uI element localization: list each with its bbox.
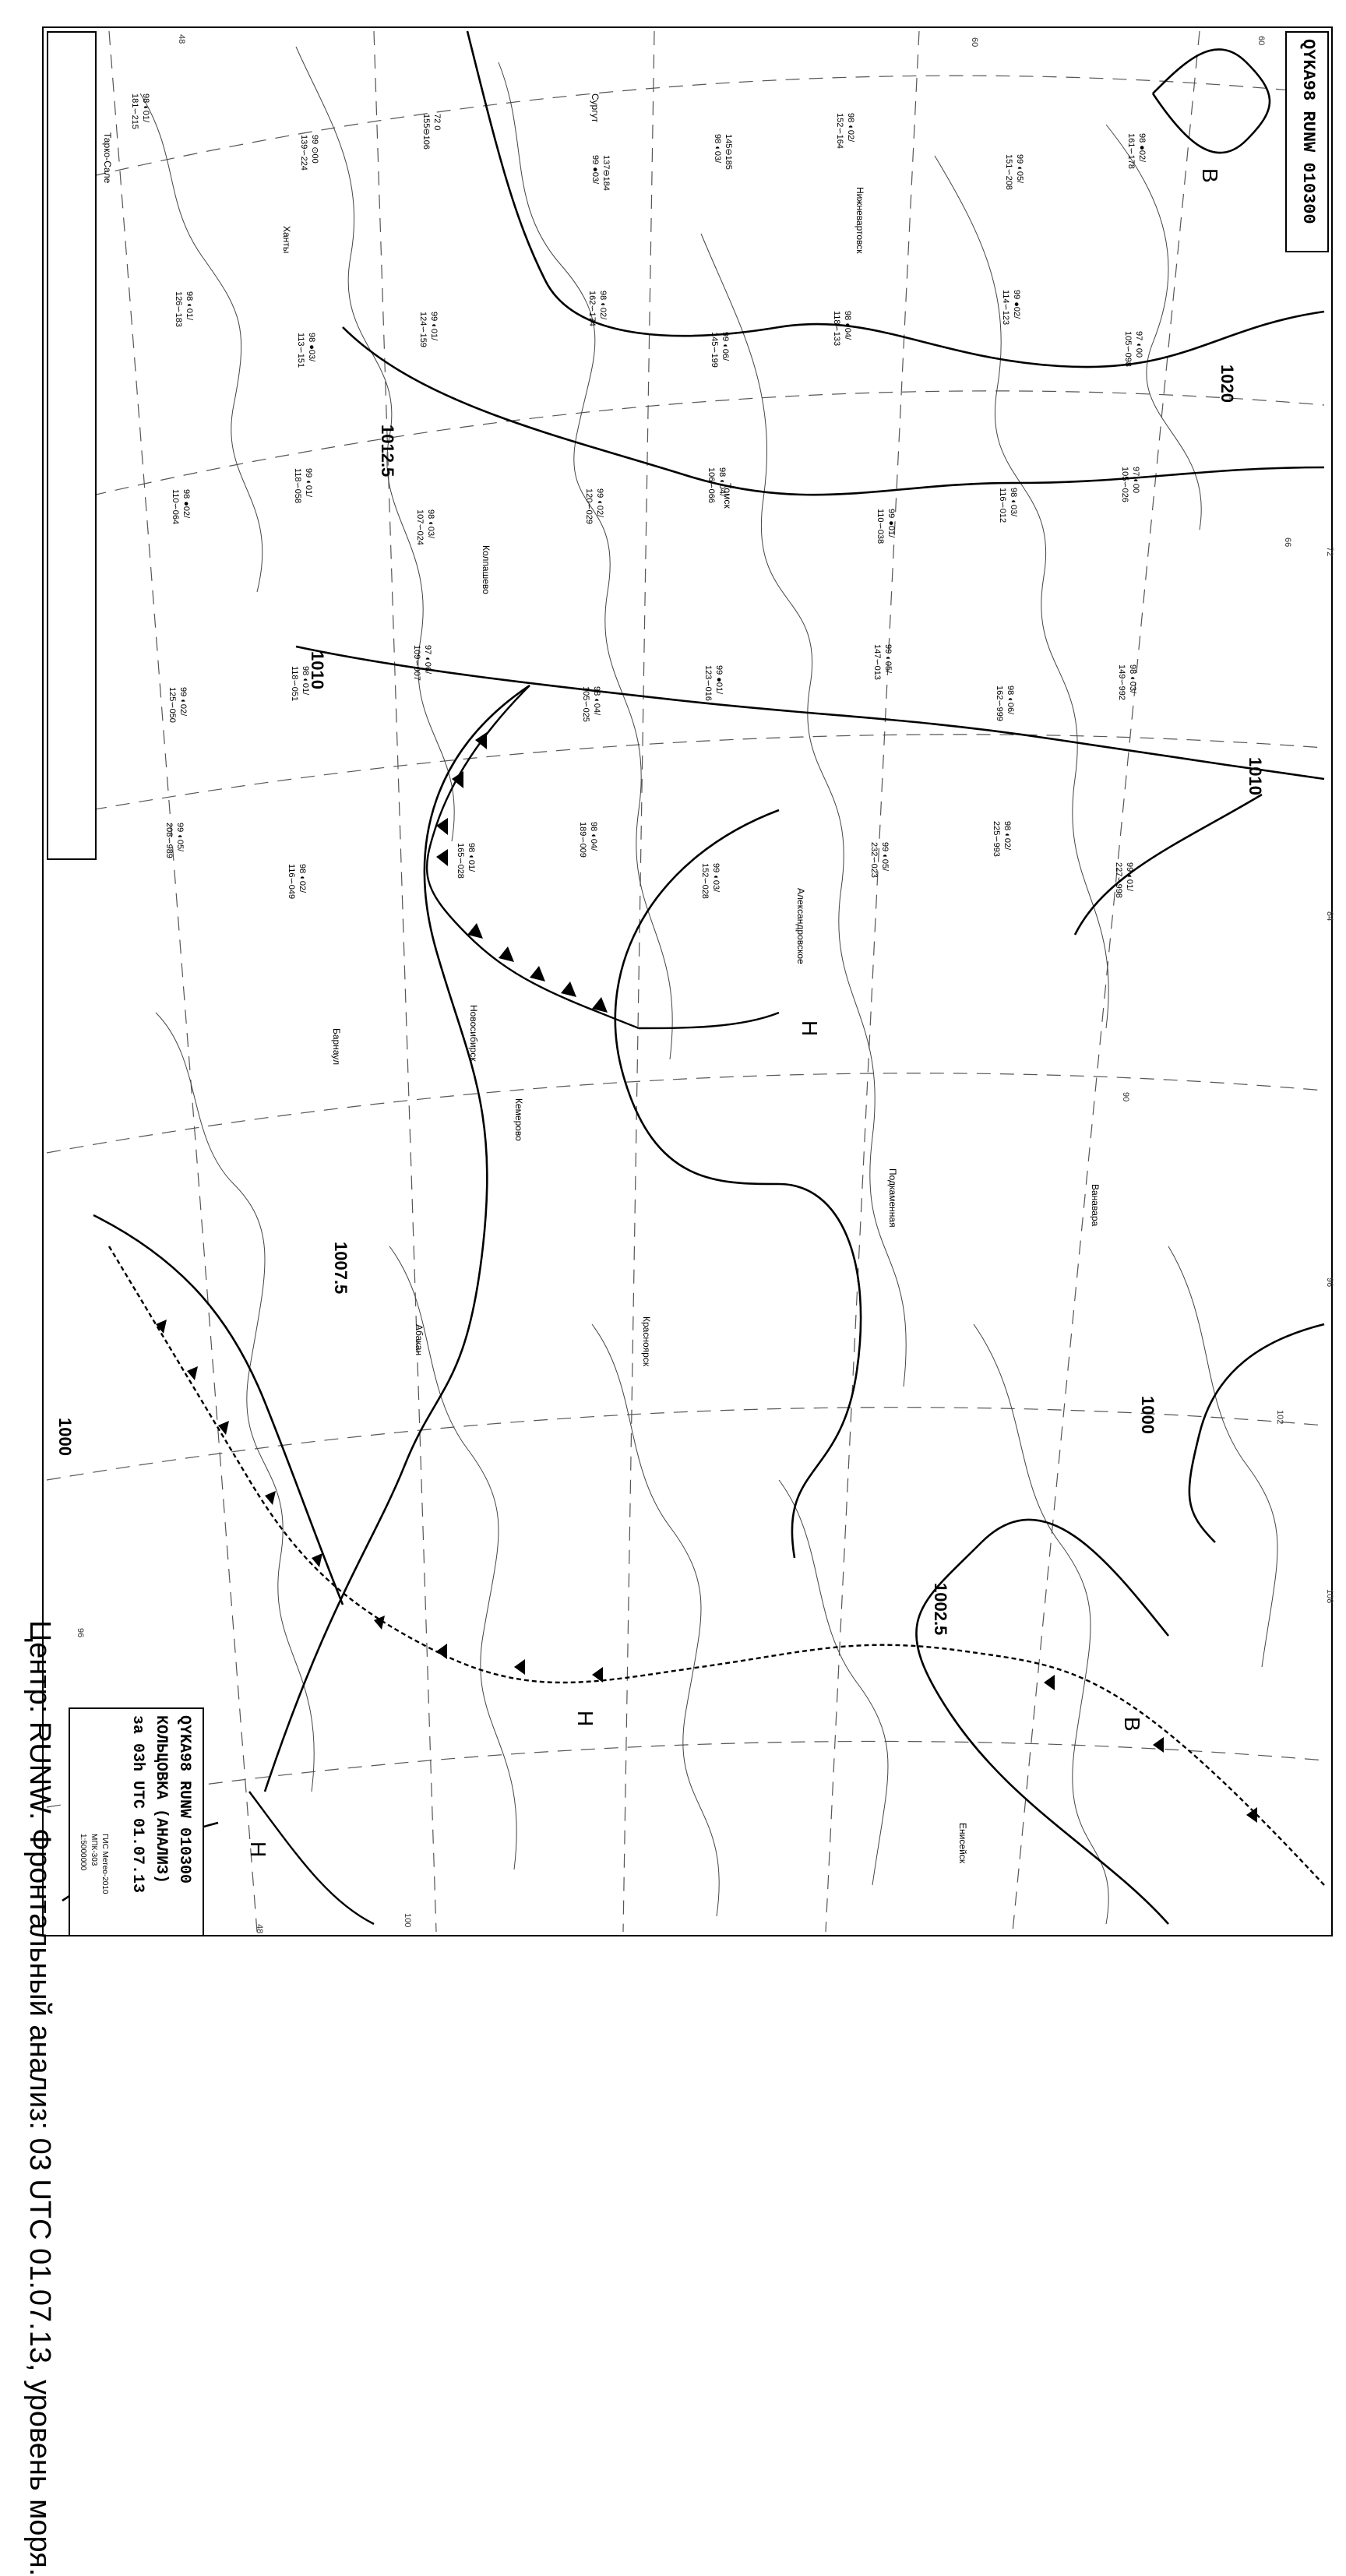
station-obs-text: 99 ◐01/ bbox=[304, 468, 313, 498]
map-title: Центр: RUNW. Фронтальный анализ: 03 UTC 01.07.13, уровень моря. bbox=[23, 1620, 56, 2576]
legend-station: КОЛЬЦОВКА (АНАЛИЗ) bbox=[152, 1715, 170, 1884]
isobar-label: 1000 bbox=[1138, 1396, 1157, 1434]
graticule-label: 60 bbox=[1256, 36, 1266, 46]
station-name: Красноярск bbox=[641, 1316, 652, 1367]
station-name: Абакан bbox=[414, 1324, 425, 1356]
station-name: Нижневартовск bbox=[854, 187, 865, 254]
station-obs-text: 97 ◐06/ bbox=[423, 645, 432, 675]
isobar-label: 1010 bbox=[308, 651, 327, 689]
station-obs-text: 98 ◐03/ bbox=[1128, 664, 1137, 694]
station-name: Колпашево bbox=[481, 545, 492, 594]
station-obs-text: 124∽159 bbox=[418, 312, 428, 347]
station-obs-text: 120∽029 bbox=[584, 488, 594, 524]
station-obs-text: 99 ◐05/ bbox=[880, 842, 890, 872]
station-obs-text: 98 ◐06/ bbox=[1006, 685, 1015, 715]
legend-software: ГИС Метео-2010 bbox=[100, 1834, 109, 1894]
station-obs-text: 98 ◐03/ bbox=[713, 134, 722, 164]
station-obs-text: 152∽028 bbox=[700, 863, 710, 899]
station-obs-text: 151∽208 bbox=[1004, 154, 1013, 190]
graticule-label: 108 bbox=[1325, 1589, 1334, 1604]
station-obs-text: 118∽051 bbox=[290, 666, 299, 702]
graticule-label: 60 bbox=[970, 37, 979, 48]
station-name: Подкаменная bbox=[887, 1168, 898, 1228]
station-name: Кемерово bbox=[513, 1098, 524, 1141]
isobar-label: 1010 bbox=[1246, 757, 1265, 795]
station-obs-text: 99 ◐02/ bbox=[178, 687, 188, 717]
station-obs-text: 99 ●02/ bbox=[1012, 290, 1021, 319]
station-obs-text: 118∽058 bbox=[293, 468, 302, 504]
station-obs-text: 98 ●03/ bbox=[307, 333, 316, 362]
station-obs-text: 98 ●02/ bbox=[181, 489, 191, 519]
station-obs-text: 181∽215 bbox=[130, 93, 139, 129]
station-name: Александровское bbox=[795, 888, 806, 964]
station-obs-text: 98 ◐04/ bbox=[592, 686, 601, 716]
graticule-label: 84 bbox=[1325, 911, 1334, 922]
high-center-label: В bbox=[1120, 1717, 1144, 1732]
station-name: Ванавара bbox=[1090, 1184, 1101, 1227]
isobar-label: 1012.5 bbox=[378, 425, 397, 477]
station-name: Тарко-Сале bbox=[102, 132, 113, 184]
graticule-label: 48 bbox=[255, 1924, 264, 1934]
graticule-label: 96 bbox=[76, 1628, 85, 1638]
station-obs-text: 99 ●01/ bbox=[886, 509, 896, 538]
station-obs-text: 99 ◐03/ bbox=[711, 863, 721, 893]
station-obs-text: 126∽183 bbox=[174, 291, 183, 327]
station-obs-text: 99 ◐02/ bbox=[595, 488, 604, 518]
isobar-label: 1000 bbox=[55, 1418, 75, 1456]
station-obs-text: 227∽998 bbox=[1114, 862, 1123, 898]
graticule-label: 66 bbox=[1283, 537, 1292, 548]
station-obs-text: 98 ◐01/ bbox=[467, 843, 476, 872]
station-obs-text: 98 ◐02/ bbox=[1002, 821, 1012, 851]
station-obs-text: 105∽098 bbox=[1123, 331, 1133, 367]
station-obs-text: 98 ◐02/ bbox=[298, 864, 307, 893]
station-obs-text: 109∽007 bbox=[412, 645, 421, 681]
station-obs-text: 165∽028 bbox=[456, 843, 465, 879]
station-obs-text: 98 ●02/ bbox=[1137, 133, 1147, 163]
legend-box bbox=[69, 1707, 204, 1936]
station-obs-text: 99 ◐01/ bbox=[429, 312, 439, 341]
station-obs-text: 114∽123 bbox=[1001, 290, 1010, 326]
graticule-label: 90 bbox=[1121, 1092, 1130, 1102]
station-obs-text: 99 ◐06/ bbox=[721, 332, 730, 361]
corner-code: QYKA98 RUNW 010300 bbox=[1298, 39, 1318, 224]
station-obs-text: 98 ◐03/ bbox=[426, 509, 435, 539]
station-obs-text: 99 ⊙00 bbox=[310, 135, 319, 164]
station-name: Сургут bbox=[590, 93, 601, 123]
station-obs-text: 116∽012 bbox=[998, 488, 1007, 523]
low-center-label: Н bbox=[573, 1711, 597, 1727]
station-obs-text: 162∽174 bbox=[587, 291, 597, 326]
station-obs-text: 161∽178 bbox=[1126, 133, 1136, 169]
station-obs-text: 72 0 bbox=[432, 114, 442, 131]
station-obs-text: 97 ◐00 bbox=[1134, 331, 1143, 358]
station-obs-text: 145∽199 bbox=[710, 332, 719, 368]
graticule-label: 72 bbox=[1325, 547, 1334, 557]
station-obs-text: 162∽999 bbox=[995, 685, 1004, 721]
station-obs-text: 99 ●01/ bbox=[714, 665, 724, 695]
graticule-label: 100 bbox=[403, 1913, 412, 1928]
title-box bbox=[47, 31, 97, 860]
station-name: Ханты bbox=[281, 226, 292, 254]
station-obs-text: 149∽992 bbox=[1117, 664, 1126, 700]
station-obs-text: 97 ◐00 bbox=[1131, 467, 1140, 494]
legend-time: за 03h UTC 01.07.13 bbox=[129, 1715, 146, 1894]
station-obs-text: 98 ◐01/ bbox=[301, 666, 310, 696]
station-obs-text: 99 ◐01/ bbox=[1125, 862, 1134, 892]
station-obs-text: 99 ●03/ bbox=[590, 155, 600, 185]
graticule-label: 102 bbox=[1275, 1410, 1284, 1425]
station-obs-text: 98 ◐02/ bbox=[598, 291, 608, 320]
station-obs-text: 98 ◐03/ bbox=[1009, 488, 1018, 517]
legend-model: МПК-303 bbox=[90, 1834, 98, 1866]
station-obs-text: 147∽013 bbox=[872, 644, 882, 680]
station-name: Новосибирск bbox=[468, 1005, 479, 1062]
legend-code: QYKA98 RUNW 010300 bbox=[175, 1715, 193, 1884]
station-obs-text: 105∽025 bbox=[581, 686, 590, 722]
low-center-label: Н bbox=[798, 1020, 822, 1037]
station-obs-text: 155⊖106 bbox=[421, 114, 431, 150]
graticule-label: 48 bbox=[177, 34, 186, 44]
station-obs-text: 99 ◐05/ bbox=[883, 644, 893, 674]
station-obs-text: 99 ◐05/ bbox=[175, 823, 185, 852]
station-obs-text: 125∽050 bbox=[167, 687, 177, 723]
isobar-label: 1002.5 bbox=[931, 1583, 950, 1636]
station-name: Енисейск bbox=[957, 1823, 968, 1863]
isobar-label: 1020 bbox=[1217, 365, 1237, 403]
station-obs-text: 118∽133 bbox=[832, 311, 841, 347]
station-obs-text: 145⊖185 bbox=[724, 134, 733, 170]
station-obs-text: 152∽164 bbox=[835, 113, 844, 149]
station-obs-text: 99 ◐05/ bbox=[1015, 154, 1024, 184]
station-obs-text: 113∽151 bbox=[296, 333, 305, 368]
station-obs-text: 106∽066 bbox=[706, 467, 716, 503]
low-center-label: Н bbox=[246, 1841, 270, 1858]
station-obs-text: 107∽024 bbox=[415, 509, 425, 545]
graticule-label: 96 bbox=[1325, 1277, 1334, 1288]
station-obs-text: 123∽016 bbox=[703, 665, 713, 701]
station-obs-text: 208∽989 bbox=[164, 823, 174, 858]
station-obs-text: 137⊖184 bbox=[601, 155, 611, 191]
station-obs-text: 98 ◐01/ bbox=[141, 93, 150, 123]
high-center-label: В bbox=[1198, 168, 1222, 183]
station-obs-text: 98 ◐04/ bbox=[843, 311, 852, 340]
station-obs-text: 139∽224 bbox=[299, 135, 308, 171]
station-obs-text: 98 ◐01/ bbox=[185, 291, 194, 321]
station-obs-text: 110∽064 bbox=[171, 489, 180, 525]
isobar-label: 1007.5 bbox=[331, 1242, 351, 1295]
station-obs-text: 98 ◐04/ bbox=[717, 467, 727, 497]
station-obs-text: 189∽009 bbox=[578, 822, 587, 858]
station-name: Томск bbox=[722, 483, 733, 509]
station-obs-text: 105∽026 bbox=[1120, 467, 1129, 502]
station-name: Барнаул bbox=[331, 1028, 342, 1066]
station-obs-text: 116∽049 bbox=[287, 864, 296, 900]
legend-scale: 1:5000000 bbox=[79, 1834, 87, 1871]
station-obs-text: 110∽038 bbox=[876, 509, 885, 544]
station-obs-text: 98 ◐02/ bbox=[846, 113, 855, 143]
station-obs-text: 225∽993 bbox=[992, 821, 1001, 857]
station-obs-text: 232∽023 bbox=[869, 842, 879, 878]
station-obs-text: 98 ◐04/ bbox=[589, 822, 598, 851]
